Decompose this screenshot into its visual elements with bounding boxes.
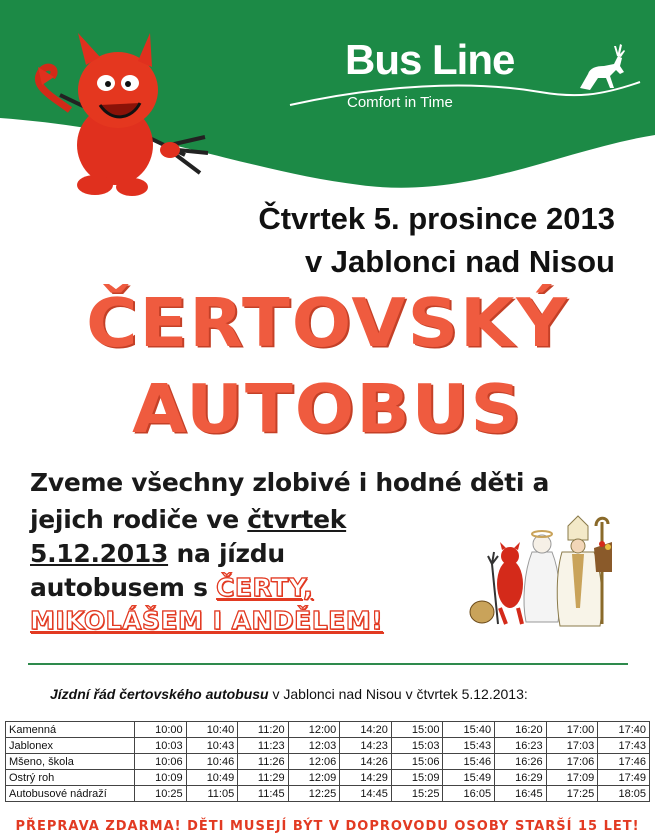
departure-time: 10:49 [186,770,238,786]
departure-time: 14:45 [340,786,392,802]
departure-time: 17:25 [546,786,598,802]
departure-time: 11:26 [238,754,288,770]
departure-time: 12:09 [288,770,340,786]
departure-time: 16:26 [495,754,547,770]
departure-time: 12:06 [288,754,340,770]
invitation-day: čtvrtek [247,505,347,534]
departure-time: 16:23 [495,738,547,754]
departure-time: 12:03 [288,738,340,754]
departure-time: 10:40 [186,722,238,738]
departure-time: 18:05 [598,786,650,802]
devil-icon [20,25,215,200]
table-row [6,754,650,770]
section-divider [28,663,628,665]
departure-time: 15:40 [443,722,495,738]
departure-time: 15:46 [443,754,495,770]
departure-time: 11:45 [238,786,288,802]
timetable [5,721,650,802]
departure-time: 17:49 [598,770,650,786]
departure-time: 11:05 [186,786,238,802]
table-row [6,722,650,738]
event-date: Čtvrtek 5. prosince 2013 [258,201,615,236]
brand-logo-text: Bus Line [345,36,515,83]
departure-time: 11:20 [238,722,288,738]
departure-time: 12:25 [288,786,340,802]
departure-time: 10:46 [186,754,238,770]
invitation-line-3 [30,539,285,568]
invitation-line-1: Zveme všechny zlobivé i hodné děti a [30,468,550,497]
footer-notice: PŘEPRAVA ZDARMA! DĚTI MUSEJÍ BÝT V DOPROVODU OSOBY STARŠÍ 15 LET! [15,819,640,834]
departure-time: 17:00 [546,722,598,738]
stop-name: Mšeno, škola [6,754,135,770]
title-line-1: ČERTOVSKÝ [86,284,569,362]
departure-time: 16:29 [495,770,547,786]
stop-name: Jablonex [6,738,135,754]
timetable-heading [50,686,528,702]
departure-time: 10:03 [135,738,187,754]
stop-name: Kamenná [6,722,135,738]
departure-time: 12:00 [288,722,340,738]
invitation-date: 5.12.2013 [30,539,169,568]
devil-angel-bishop-illustration [462,512,617,634]
invitation-text: na jízdu [168,539,285,568]
departure-time: 15:43 [443,738,495,754]
departure-time: 17:40 [598,722,650,738]
departure-time: 14:20 [340,722,392,738]
timetable-heading-rest: v Jablonci nad Nisou v čtvrtek 5.12.2013: [268,686,528,702]
invitation-line-4 [30,573,313,602]
departure-time: 15:25 [391,786,443,802]
departure-time: 10:09 [135,770,187,786]
departure-time: 17:03 [546,738,598,754]
table-row [6,738,650,754]
event-place: v Jablonci nad Nisou [304,244,615,279]
deer-icon [570,36,632,98]
departure-time: 17:09 [546,770,598,786]
departure-time: 10:06 [135,754,187,770]
departure-time: 15:49 [443,770,495,786]
departure-time: 11:23 [238,738,288,754]
departure-time: 15:00 [391,722,443,738]
invitation-line-5: MIKOLÁŠEM I ANDĚLEM! [30,606,384,635]
invitation-characters: ČERTY, [216,573,314,602]
departure-time: 17:46 [598,754,650,770]
invitation-text: jejich rodiče ve [30,505,248,534]
stop-name: Autobusové nádraží [6,786,135,802]
departure-time: 17:43 [598,738,650,754]
departure-time: 14:26 [340,754,392,770]
table-row [6,770,650,786]
departure-time: 15:03 [391,738,443,754]
departure-time: 16:05 [443,786,495,802]
title-line-2: AUTOBUS [132,370,523,448]
invitation-text: autobusem s [30,573,217,602]
table-row [6,786,650,802]
departure-time: 16:45 [495,786,547,802]
departure-time: 10:00 [135,722,187,738]
departure-time: 15:09 [391,770,443,786]
departure-time: 10:25 [135,786,187,802]
timetable-heading-bold: Jízdní řád čertovského autobusu [50,686,269,702]
departure-time: 14:23 [340,738,392,754]
departure-time: 15:06 [391,754,443,770]
departure-time: 11:29 [238,770,288,786]
stop-name: Ostrý roh [6,770,135,786]
departure-time: 16:20 [495,722,547,738]
departure-time: 10:43 [186,738,238,754]
brand-tagline: Comfort in Time [347,94,453,111]
departure-time: 17:06 [546,754,598,770]
departure-time: 14:29 [340,770,392,786]
invitation-line-2 [30,505,346,534]
